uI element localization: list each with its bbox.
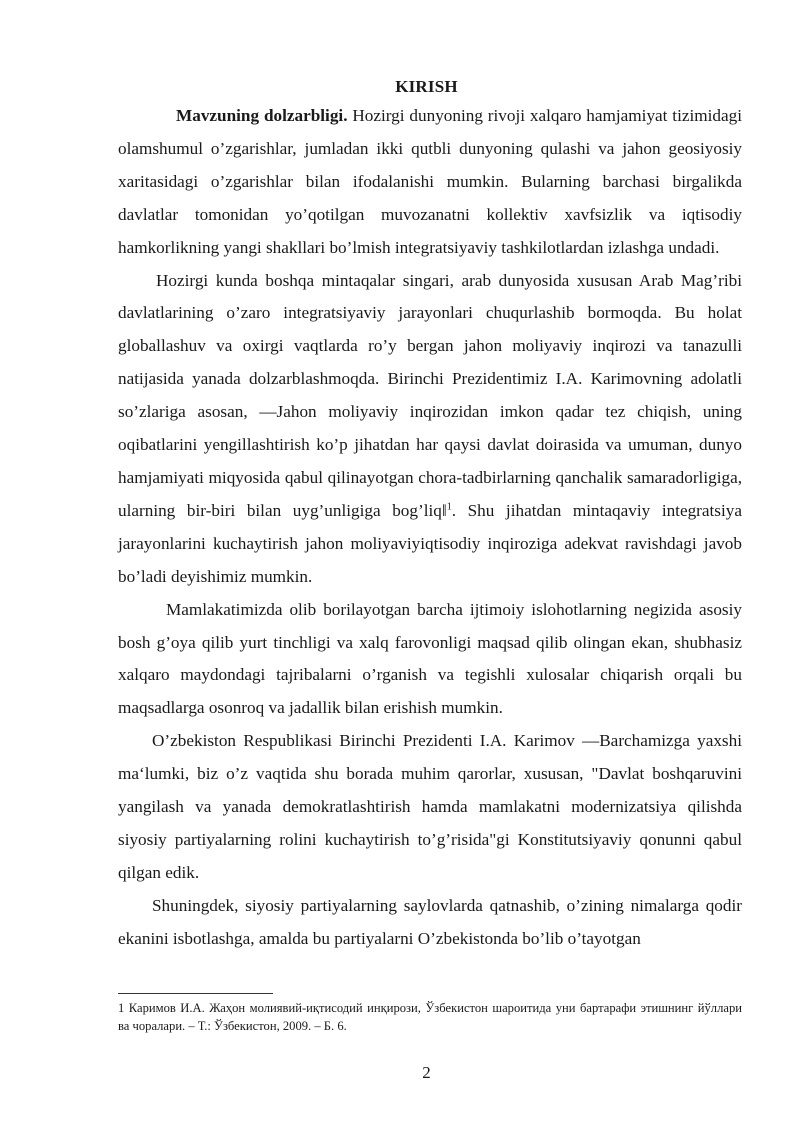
section-lead: Mavzuning dolzarbligi.: [176, 106, 348, 125]
paragraph-3: Mamlakatimizda olib borilayotgan barcha ijtimoiy islohotlarning negizida asosiy bosh g’oya qilib yurt tinchligi va xalq farovonligi maqsad qilib olingan ekan, shubhasiz xalqaro maydondagi tajribalarni o’rganish va tegishli xulosalar chiqarish orqali bu maqsadlarga osonroq va jadallik bilan erishish mumkin.: [118, 599, 742, 718]
paragraph-1: [118, 100, 742, 265]
page-title: KIRISH: [395, 77, 458, 96]
paragraph-1-text: Hozirgi dunyoning rivoji xalqaro hamjamiyat tizimidagi olamshumul o’zgarishlar, jumladan ikki qutbli dunyoning qulashi va jahon geosiyosiy xaritasidagi o’zgarishlar bilan ifodalanishi mumkin. Bularning barchasi birgalikda davlatlar tomonidan yo’qotilgan muvozanatni kollektiv xavfsizlik va iqtisodiy hamkorlikning yangi shakllari bo’lmish integratsiyaviy tashkilotlardan izlashga undadi.: [118, 106, 742, 257]
paragraph-2-tail: . Shu jihatdan mintaqaviy integratsiya jarayonlarini kuchaytirish jahon moliyaviyiqtisodiy inqiroziga adekvat ravishdagi javob bo’ladi deyishimiz mumkin.: [118, 500, 742, 586]
body-text: [118, 100, 742, 956]
paragraph-4: O’zbekiston Respublikasi Birinchi Prezidenti I.A. Karimov ―Barchamizga yaxshi ma‘lumki, biz o’z vaqtida shu borada muhim qarorlar, xususan, "Davlat boshqaruvini yangilash va yanada demokratlashtirish hamda mamlakatni modernizatsiya qilishda siyosiy partiyalarning rolini kuchaytirish to’g’risida"gi Konstitutsiyaviy qonunni qabul qilgan edik.: [118, 731, 742, 882]
page-number: 2: [422, 1063, 431, 1082]
footnote-divider: [118, 993, 273, 994]
paragraph-2: [118, 265, 742, 594]
footnote-marker[interactable]: 1: [446, 501, 452, 513]
paragraph-5: Shuningdek, siyosiy partiyalarning saylovlarda qatnashib, o’zining nimalarga qodir ekanini isbotlashga, amalda bu partiyalarni O’zbekistonda bo’lib o’tayotgan: [118, 895, 742, 948]
paragraph-2-text: Hozirgi kunda boshqa mintaqalar singari, arab dunyosida xususan Arab Mag’ribi davlatlarining o’zaro integratsiyaviy jarayonlari chuqurlashib bormoqda. Bu holat globallashuv va oxirgi vaqtlarda ro’y bergan jahon moliyaviy inqirozi va tanazulli natijasida yanada dolzarblashmoqda. Birinchi Prezidentimiz I.A. Karimovning adolatli so’zlariga asosan, ―Jahon moliyaviy inqirozidan imkon qadar tez chiqish, uning oqibatlarini yengillashtirish ko’p jihatdan har qaysi davlat doirasida va umuman, dunyo hamjamiyati miqyosida qabul qilinayotgan chora-tadbirlarning qanchalik samaradorligiga, ularning bir-biri bilan uyg’unligiga bog’liq‖: [118, 270, 742, 520]
footnote: 1 Каримов И.А. Жаҳон молиявий-иқтисодий инқирози, Ўзбекистон шароитида уни бартарафи этишнинг йўллари ва чоралари. – Т.: Ўзбекистон, 2009. – Б. 6.: [118, 1001, 742, 1033]
